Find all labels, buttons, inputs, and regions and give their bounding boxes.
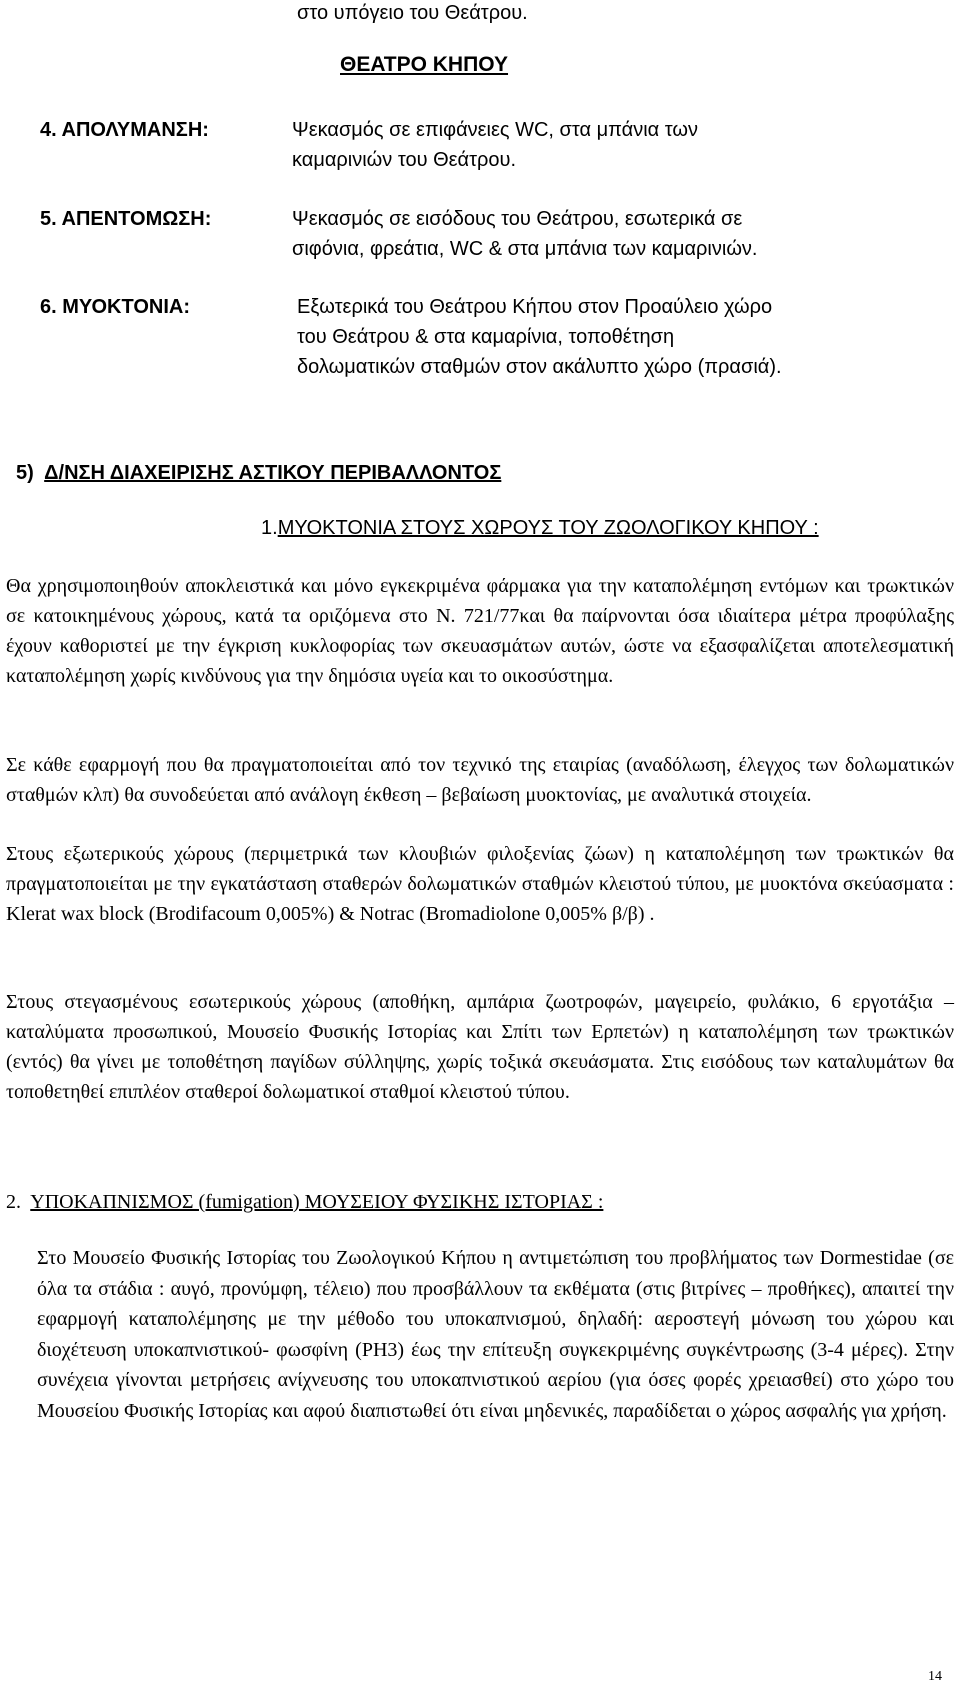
paragraph-1: Θα χρησιμοποιηθούν αποκλειστικά και μόνο εγκεκριμένα φάρμακα για την καταπολέμηση εντόμων και τρωκτικών σε κατοικημένους χώρους, κατά τα οριζόμενα στο Ν. 721/77και θα παίρνονται όσα ιδιαίτερα μέτρα προφύλαξης έχουν καθοριστεί με την έγκριση κυκλοφορίας των σκευασμάτων αυτών, ώστε να εξασφαλίζεται αποτελεσματική καταπολέμηση χωρίς κινδύνους για την δημόσια υγεία και το οικοσύστημα. [6, 575, 954, 687]
continuation-line: στο υπόγειο του Θεάτρου. [297, 2, 528, 24]
page-number: 14 [928, 1669, 942, 1684]
paragraph-4: Στους στεγασμένους εσωτερικούς χώρους (αποθήκη, αμπάρια ζωοτροφών, μαγειρείο, φυλάκιο, 6 εργοτάξια – καταλύματα προσωπικού, Μουσείο Φυσικής Ιστορίας και Σπίτι των Ερπετών) η καταπολέμηση των τρωκτικών (εντός) θα γίνει με τοποθέτηση παγίδων σύλληψης, χωρίς τοξικά σκευάσματα. Στις εισόδους των καταλυμάτων θα τοποθετηθεί επιπλέον σταθεροί δολωματικοί σταθμοί κλειστού τύπου. [6, 991, 954, 1103]
subsection-2-title: ΥΠΟΚΑΠΝΙΣΜΟΣ (fumigation) ΜΟΥΣΕΙΟΥ ΦΥΣΙΚΗΣ ΙΣΤΟΡΙΑΣ : [30, 1191, 604, 1213]
subsection-1-number: 1. [261, 517, 278, 539]
subsection-1-heading [261, 517, 819, 540]
paragraph-3: Στους εξωτερικούς χώρους (περιμετρικά των κλουβιών φιλοξενίας ζώων) η καταπολέμηση των τρωκτικών θα πραγματοποιείται με την εγκατάσταση σταθερών δολωματικών σταθμών κλειστού τύπου, με μυοκτόνα σκεύασματα : Klerat wax block (Brodifacoum 0,005%) & Notrac (Bromadiolone 0,005% β/β) . [6, 843, 954, 925]
item-5-label: 5. ΑΠΕΝΤΟΜΩΣΗ: [40, 208, 212, 230]
paragraph-2: Σε κάθε εφαρμογή που θα πραγματοποιείται από τον τεχνικό της εταιρίας (αναδόλωση, έλεγχος των δολωματικών σταθμών κλπ) θα συνοδεύεται από ανάλογη έκθεση – βεβαίωση μυοκτονίας, με αναλυτικά στοιχεία. [6, 754, 954, 806]
item-6-line-2: του Θεάτρου & στα καμαρίνια, τοποθέτηση [297, 326, 675, 348]
item-6-label: 6. ΜΥΟΚΤΟΝΙΑ: [40, 296, 190, 318]
item-5-line-1: Ψεκασμός σε εισόδους του Θεάτρου, εσωτερικά σε [292, 208, 743, 230]
item-6-line-1: Εξωτερικά του Θεάτρου Κήπου στον Προαύλειο χώρο [297, 296, 773, 318]
item-4-line-1: Ψεκασμός σε επιφάνειες WC, στα μπάνια των [292, 119, 699, 141]
paragraph-5: Στο Μουσείο Φυσικής Ιστορίας του Ζωολογικού Κήπου η αντιμετώπιση του προβλήματος των Dormestidae (σε όλα τα στάδια : αυγό, προνύμφη, τέλειο) που προσβάλλουν τα εκθέματα (στις βιτρίνες – προθήκες), απαιτεί την εφαρμογή καταπολέμησης με την μέθοδο του υποκαπνισμού, δηλαδή: αεροστεγή μόνωση του χώρου και διοχέτευση υποκαπνιστικού- φωσφίνη (PH3) έως την επίτευξη συγκεκριμένης συγκέντρωσης (3-4 μέρες). Στην συνέχεια γίνονται μετρήσεις ανίχνευσης του υποκαπνιστικού αερίου (για όσες φορές χρειασθεί) στο χώρο του Μουσείου Φυσικής Ιστορίας και αφού διαπιστωθεί ότι είναι μηδενικές, παραδίδεται ο χώρος ασφαλής για χρήση. [37, 1247, 954, 1422]
section-5-heading [16, 462, 501, 485]
subsection-1-title: ΜΥΟΚΤΟΝΙΑ ΣΤΟΥΣ ΧΩΡΟΥΣ ΤΟΥ ΖΩΟΛΟΓΙΚΟΥ ΚΗΠΟΥ : [277, 517, 819, 539]
theatre-heading: ΘΕΑΤΡΟ ΚΗΠΟΥ [340, 53, 509, 76]
item-5-line-2: σιφόνια, φρεάτια, WC & στα μπάνια των καμαρινιών. [292, 238, 758, 260]
item-4-line-2: καμαρινιών του Θεάτρου. [292, 149, 517, 171]
section-5-prefix: 5) [16, 462, 45, 484]
subsection-2-heading [6, 1191, 603, 1214]
section-5-title: Δ/ΝΣΗ ΔΙΑΧΕΙΡΙΣΗΣ ΑΣΤΙΚΟΥ ΠΕΡΙΒΑΛΛΟΝΤΟΣ [44, 462, 502, 484]
subsection-2-number: 2. [6, 1191, 31, 1213]
item-4-label: 4. ΑΠΟΛΥΜΑΝΣΗ: [40, 119, 209, 141]
item-6-line-3: δολωματικών σταθμών στον ακάλυπτο χώρο (πρασιά). [297, 356, 782, 378]
